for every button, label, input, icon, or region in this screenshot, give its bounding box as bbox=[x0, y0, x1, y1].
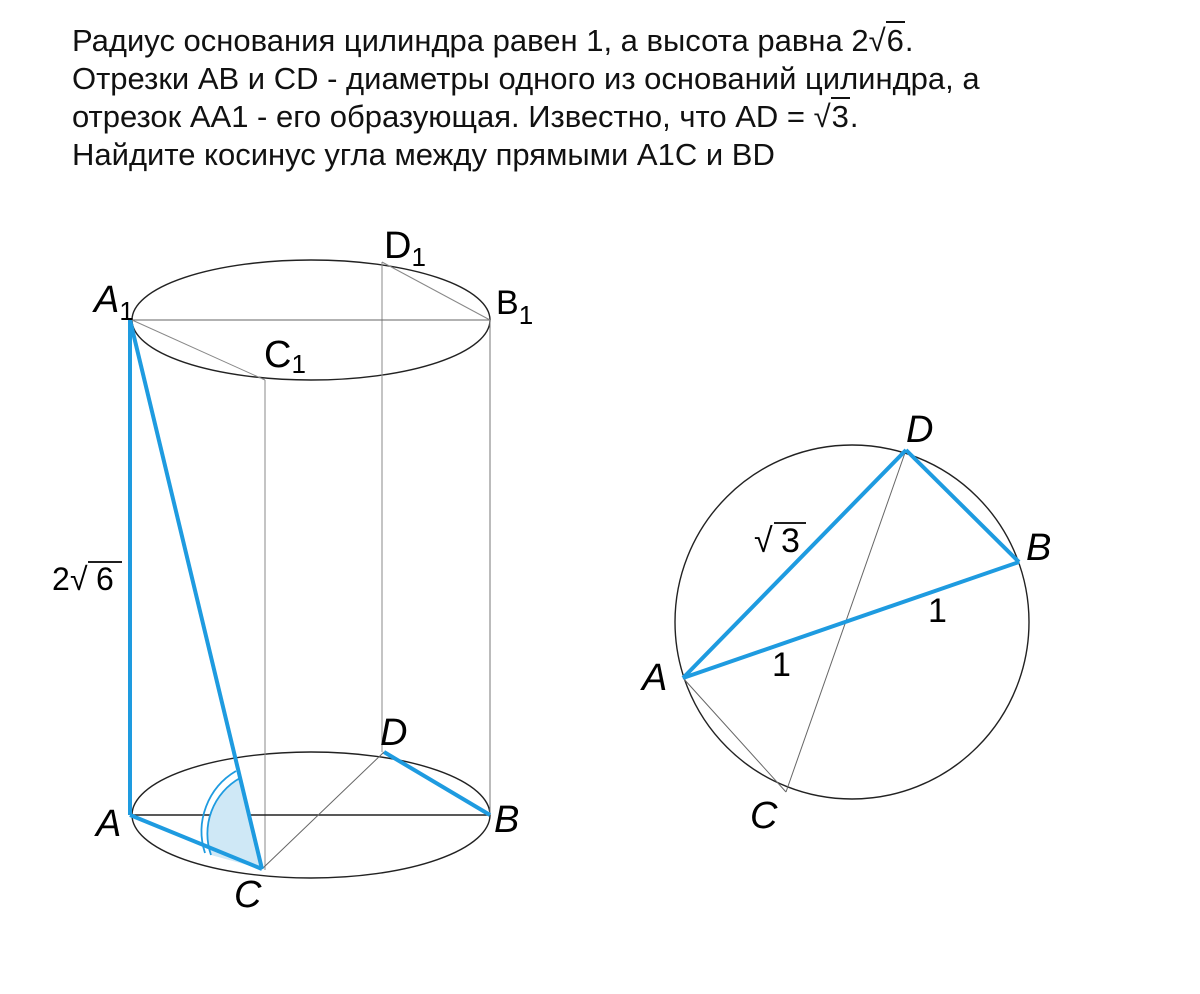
label-D1: $D_1$ bbox=[384, 225, 426, 272]
punctuation: . bbox=[904, 23, 914, 58]
label-C1: C1 bbox=[264, 334, 306, 379]
sqrt-expression: √6 bbox=[868, 23, 904, 58]
label-C: C bbox=[234, 874, 262, 916]
angle-marker-fill bbox=[207, 778, 262, 869]
AD-length-radicand: 3 bbox=[781, 522, 800, 560]
OB-length-label: 1 bbox=[928, 592, 947, 630]
sqrt-expression: √3 bbox=[813, 99, 849, 134]
base-circle-figure bbox=[640, 409, 1051, 837]
height-label bbox=[52, 561, 122, 597]
segment-D1B1 bbox=[382, 262, 490, 320]
height-label-coef: 2 bbox=[52, 561, 70, 597]
AD-length-label bbox=[754, 522, 806, 560]
height-label-radicand: 6 bbox=[96, 561, 114, 597]
segment-DB bbox=[384, 752, 490, 815]
circle-segment-DB bbox=[906, 450, 1019, 562]
AO-length-label: 1 bbox=[772, 646, 791, 684]
circle-label-A: A bbox=[642, 657, 668, 699]
label-A: A bbox=[96, 803, 122, 845]
circle-label-C: C bbox=[750, 795, 778, 837]
circle-segment-AC bbox=[683, 678, 786, 792]
AD-length-sqrt: √ bbox=[754, 522, 773, 560]
radicand: 3 bbox=[831, 99, 849, 134]
radicand: 6 bbox=[886, 23, 904, 58]
circle-label-D: D bbox=[906, 409, 934, 451]
circle-segment-AB bbox=[683, 562, 1019, 678]
problem-line-1-text: Радиус основания цилиндра равен 1, а высота равна 2 bbox=[72, 23, 869, 58]
problem-line-4: Найдите косинус угла между прямыми A1C и BD bbox=[72, 137, 775, 172]
punctuation: . bbox=[849, 99, 859, 134]
problem-line-2: Отрезки AB и CD - диаметры одного из оснований цилиндра, а bbox=[72, 61, 980, 96]
problem-line-3-text: отрезок AA1 - его образующая. Известно, что AD = bbox=[72, 99, 814, 134]
circle-label-B: B bbox=[1026, 527, 1052, 569]
height-label-sqrt: √ bbox=[70, 561, 88, 597]
label-D: D bbox=[380, 712, 408, 754]
segment-CD bbox=[262, 752, 384, 869]
cylinder-figure bbox=[52, 225, 533, 916]
segment-A1C1 bbox=[132, 320, 265, 380]
segment-A1C bbox=[130, 320, 262, 869]
base-circle bbox=[675, 445, 1029, 799]
label-B1: $B_1$ bbox=[496, 284, 534, 330]
label-A1: $A_1$ bbox=[94, 279, 134, 326]
circle-segment-AD bbox=[683, 450, 906, 678]
label-B: B bbox=[494, 799, 520, 841]
